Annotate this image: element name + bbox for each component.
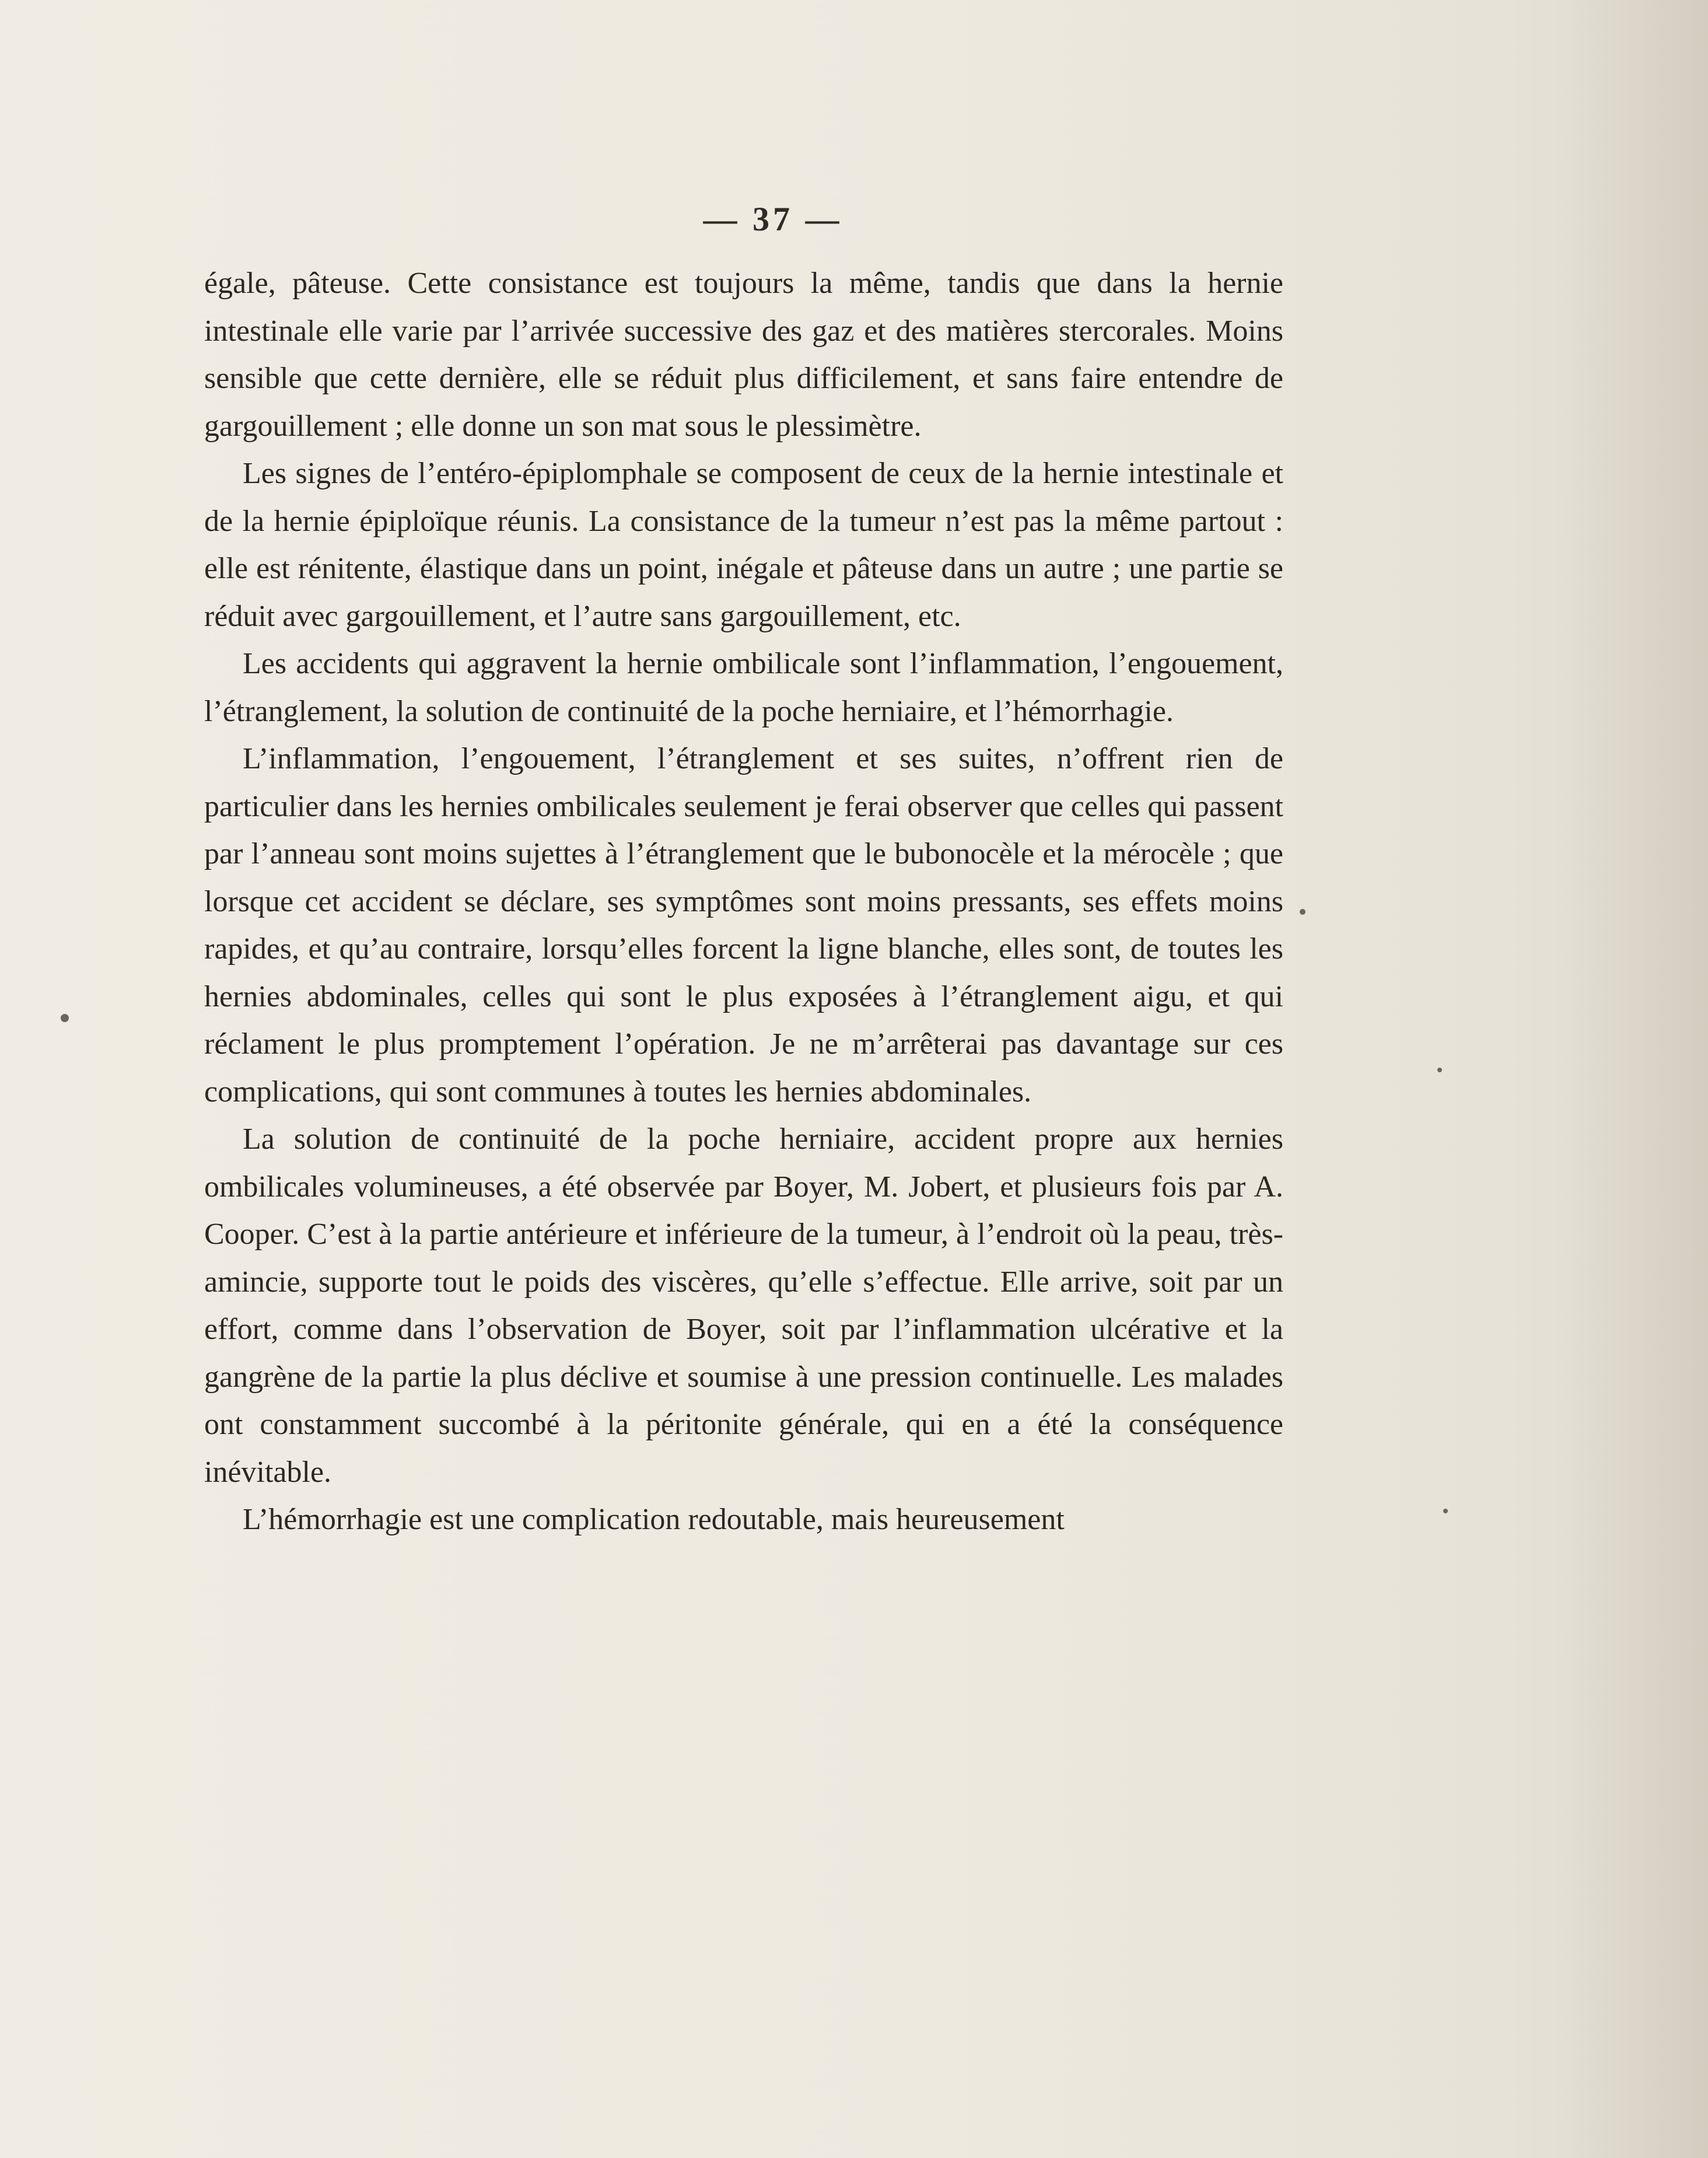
paper-speck <box>1437 1068 1442 1072</box>
paper-speck <box>1300 909 1306 915</box>
paragraph: La solution de continuité de la poche herniaire, accident propre aux hernies ombilicales volumineuses, a été observée par Boyer, M. Jobert, et plusieurs fois par A. Cooper. C’est à la partie antérieure et inférieure de la tumeur, à l’endroit où la peau, très-amincie, supporte tout le poids des viscères, qu’elle s’effectue. Elle arrive, soit par un effort, comme dans l’observation de Boyer, soit par l’inflammation ulcérative et la gangrène de la partie la plus déclive et soumise à une pression continuelle. Les malades ont constamment succombé à la péritonite générale, qui en a été la conséquence inévitable. <box>204 1122 1283 1489</box>
paragraph: Les accidents qui aggravent la hernie ombilicale sont l’inflammation, l’engouement, l’étranglement, la solution de continuité de la poche herniaire, et l’hémorrhagie. <box>204 647 1283 728</box>
paragraph: L’inflammation, l’engouement, l’étranglement et ses suites, n’offrent rien de particulier dans les hernies ombilicales seulement je ferai observer que celles qui passent par l’anneau sont moins sujettes à l’étranglement que le bubonocèle et la mérocèle ; que lorsque cet accident se déclare, ses symptômes sont moins pressants, ses effets moins rapides, et qu’au contraire, lorsqu’elles forcent la ligne blanche, elles sont, de toutes les hernies abdominales, celles qui sont le plus exposées à l’étranglement aigu, et qui réclament le plus promptement l’opération. Je ne m’arrêterai pas davantage sur ces complications, qui sont communes à toutes les hernies abdominales. <box>204 742 1283 1108</box>
body-text <box>204 260 1283 1544</box>
paper-speck <box>1443 1509 1448 1513</box>
page-edge-shadow <box>1556 0 1708 2158</box>
page-number: — 37 — <box>703 200 843 238</box>
paragraph: L’hémorrhagie est une complication redoutable, mais heureusement <box>243 1503 1065 1536</box>
paper-speck <box>61 1014 69 1022</box>
paragraph: égale, pâteuse. Cette consistance est toujours la même, tandis que dans la hernie intestinale elle varie par l’arrivée successive des gaz et des matières stercorales. Moins sensible que cette dernière, elle se réduit plus difficilement, et sans faire entendre de gargouillement ; elle donne un son mat sous le plessimètre. <box>204 267 1283 443</box>
paragraph: Les signes de l’entéro-épiplomphale se composent de ceux de la hernie intestinale et de la hernie épiploïque réunis. La consistance de la tumeur n’est pas la même partout : elle est rénitente, élastique dans un point, inégale et pâteuse dans un autre ; une partie se réduit avec gargouillement, et l’autre sans gargouillement, etc. <box>204 457 1283 633</box>
